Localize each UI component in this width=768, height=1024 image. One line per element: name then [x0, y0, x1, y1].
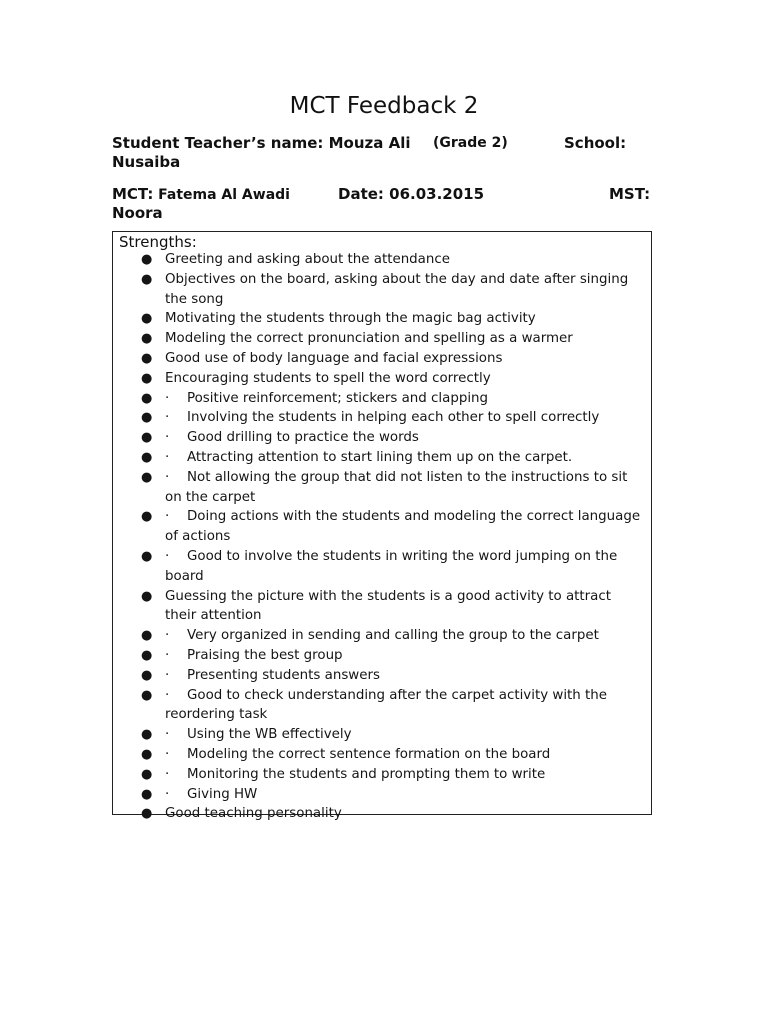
mct-value: Fatema Al Awadi — [158, 187, 290, 203]
list-item-text: Good to involve the students in writing the word jumping on the board — [165, 548, 618, 584]
strengths-heading: Strengths: — [119, 233, 197, 251]
list-item — [0, 270, 645, 310]
list-item-mark: · — [165, 628, 170, 644]
list-item-text: Good teaching personality — [165, 806, 342, 822]
info-line-mct — [112, 184, 651, 205]
list-item-mark: · — [165, 687, 170, 703]
list-item — [0, 646, 645, 666]
list-item — [0, 785, 645, 805]
list-item-mark: · — [165, 430, 170, 446]
list-item — [0, 408, 645, 428]
list-item — [0, 448, 645, 468]
bullet-icon: ● — [141, 746, 153, 762]
list-item-mark: · — [165, 786, 170, 802]
list-item — [0, 686, 645, 726]
list-item-text: Involving the students in helping each other to spell correctly — [187, 410, 600, 426]
bullet-icon: ● — [141, 509, 153, 525]
list-item-mark: · — [165, 647, 170, 663]
list-item-mark: · — [165, 667, 170, 683]
list-item — [0, 725, 645, 745]
bullet-icon: ● — [141, 647, 153, 663]
list-item-text: Good use of body language and facial expressions — [165, 350, 503, 366]
grade-label: (Grade 2) — [433, 135, 508, 151]
list-item-text: Very organized in sending and calling the group to the carpet — [187, 628, 599, 644]
bullet-icon: ● — [141, 628, 153, 644]
bullet-icon: ● — [141, 390, 153, 406]
list-item-text: Positive reinforcement; stickers and clapping — [187, 390, 489, 406]
list-item-text: Motivating the students through the magic bag activity — [165, 311, 536, 327]
list-item-text: Good drilling to practice the words — [187, 430, 419, 446]
bullet-icon: ● — [141, 271, 153, 287]
mst-label: MST: — [609, 185, 651, 203]
bullet-icon: ● — [141, 430, 153, 446]
list-item — [0, 428, 645, 448]
list-item — [0, 468, 645, 508]
list-item-text: Using the WB effectively — [187, 727, 352, 743]
list-item — [0, 369, 645, 389]
list-item-text: Greeting and asking about the attendance — [165, 252, 450, 267]
list-item-mark: · — [165, 766, 170, 782]
list-item-text: Not allowing the group that did not listen to the instructions to sit on the carpet — [165, 469, 628, 505]
list-item — [0, 389, 645, 409]
bullet-icon: ● — [141, 588, 153, 604]
list-item-text: Modeling the correct sentence formation on the board — [187, 746, 551, 762]
list-item-text: Encouraging students to spell the word correctly — [165, 370, 491, 386]
list-item — [0, 804, 645, 824]
bullet-icon: ● — [141, 727, 153, 743]
list-item — [0, 349, 645, 369]
list-item — [0, 666, 645, 686]
list-item-text: Good to check understanding after the carpet activity with the reordering task — [165, 687, 608, 723]
date-label: Date: 06.03.2015 — [338, 185, 485, 203]
bullet-icon: ● — [141, 449, 153, 465]
list-item-mark: · — [165, 410, 170, 426]
document-title: MCT Feedback 2 — [289, 93, 479, 119]
list-item — [0, 745, 645, 765]
bullet-icon: ● — [141, 667, 153, 683]
list-item-text: Guessing the picture with the students is a good activity to attract their attention — [165, 588, 611, 624]
list-item-text: Objectives on the board, asking about the day and date after singing the song — [165, 271, 629, 307]
list-item-mark: · — [165, 727, 170, 743]
bullet-icon: ● — [141, 786, 153, 802]
list-item — [0, 329, 645, 349]
list-item-mark: · — [165, 390, 170, 406]
list-item-mark: · — [165, 449, 170, 465]
list-item — [0, 309, 645, 329]
list-item — [0, 250, 645, 270]
list-item — [0, 547, 645, 587]
bullet-icon: ● — [141, 252, 153, 267]
bullet-icon: ● — [141, 410, 153, 426]
bullet-icon: ● — [141, 806, 153, 822]
list-item-text: Presenting students answers — [187, 667, 380, 683]
bullet-icon: ● — [141, 331, 153, 347]
strengths-list — [0, 250, 768, 824]
school-value: Nusaiba — [112, 153, 181, 171]
list-item — [0, 765, 645, 785]
list-item — [0, 587, 645, 627]
student-teacher-label: Student Teacher’s name: Mouza Ali — [112, 134, 411, 152]
list-item-text: Doing actions with the students and modeling the correct language of actions — [165, 509, 641, 545]
bullet-icon: ● — [141, 311, 153, 327]
list-item-mark: · — [165, 509, 170, 525]
list-item — [0, 507, 645, 547]
bullet-icon: ● — [141, 469, 153, 485]
mct-label: MCT: — [112, 185, 154, 203]
list-item-text: Giving HW — [187, 786, 258, 802]
bullet-icon: ● — [141, 350, 153, 366]
list-item-text: Attracting attention to start lining them up on the carpet. — [187, 449, 573, 465]
list-item-mark: · — [165, 548, 170, 564]
mst-value: Noora — [112, 204, 163, 222]
bullet-icon: ● — [141, 548, 153, 564]
bullet-icon: ● — [141, 766, 153, 782]
list-item-mark: · — [165, 469, 170, 485]
bullet-icon: ● — [141, 687, 153, 703]
list-item-mark: · — [165, 746, 170, 762]
school-label: School: — [564, 134, 627, 152]
list-item-text: Monitoring the students and prompting them to write — [187, 766, 546, 782]
info-line-student — [112, 133, 627, 153]
list-item-text: Praising the best group — [187, 647, 343, 663]
list-item — [0, 626, 645, 646]
bullet-icon: ● — [141, 370, 153, 386]
list-item-text: Modeling the correct pronunciation and spelling as a warmer — [165, 331, 573, 347]
